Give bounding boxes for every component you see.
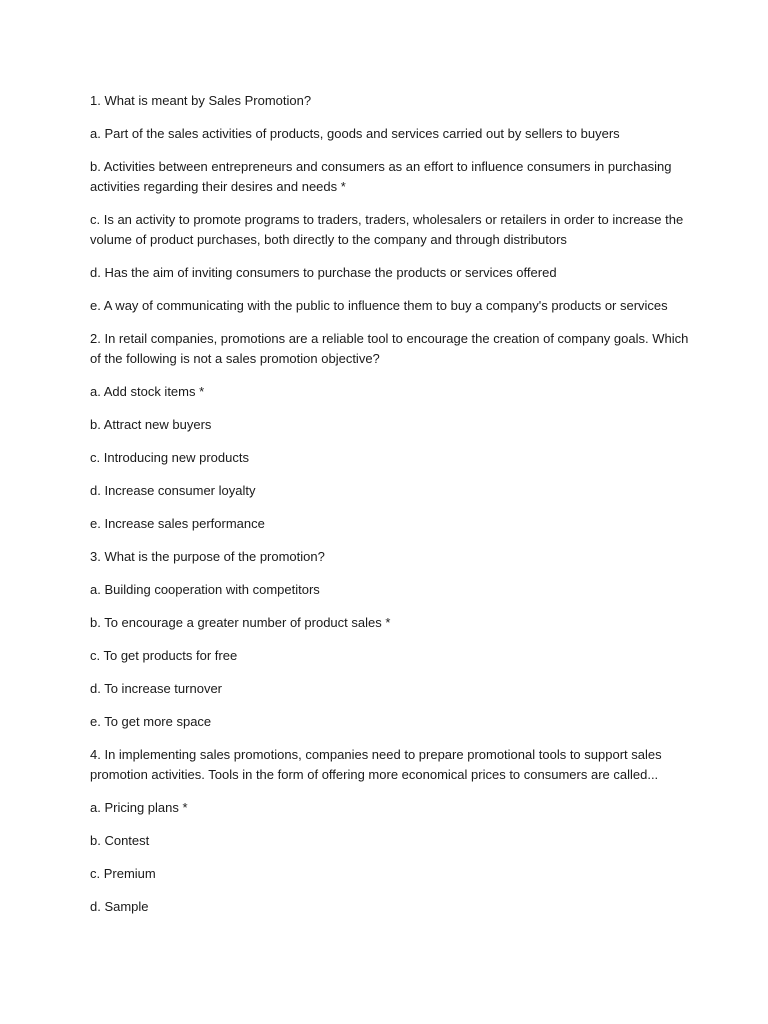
- document-page: [90, 91, 690, 930]
- answer-option: d. To increase turnover: [90, 681, 222, 696]
- answer-option: b. Attract new buyers: [90, 417, 212, 432]
- answer-option: c. To get products for free: [90, 648, 238, 663]
- answer-option: c. Is an activity to promote programs to traders, traders, wholesalers or retailers in order to increase the volume of product purchases, both directly to the company and through distributors: [90, 212, 684, 247]
- answer-option: a. Part of the sales activities of products, goods and services carried out by sellers to buyers: [90, 126, 620, 141]
- answer-option: c. Premium: [90, 866, 156, 881]
- answer-option: c. Introducing new products: [90, 450, 249, 465]
- answer-option: b. Contest: [90, 833, 150, 848]
- question-4: 4. In implementing sales promotions, companies need to prepare promotional tools to support sales promotion activities. Tools in the form of offering more economical prices to consumers are called...: [90, 747, 662, 782]
- answer-option: e. To get more space: [90, 714, 212, 729]
- answer-option: b. Activities between entrepreneurs and consumers as an effort to influence consumers in purchasing activities regarding their desires and needs *: [90, 159, 672, 194]
- answer-option: a. Building cooperation with competitors: [90, 582, 320, 597]
- answer-option: d. Has the aim of inviting consumers to purchase the products or services offered: [90, 265, 557, 280]
- answer-option: d. Increase consumer loyalty: [90, 483, 256, 498]
- question-3: 3. What is the purpose of the promotion?: [90, 549, 325, 564]
- answer-option: a. Pricing plans *: [90, 800, 188, 815]
- answer-option: e. Increase sales performance: [90, 516, 265, 531]
- question-1: 1. What is meant by Sales Promotion?: [90, 93, 312, 108]
- answer-option: b. To encourage a greater number of product sales *: [90, 615, 391, 630]
- answer-option: e. A way of communicating with the public to influence them to buy a company's products or services: [90, 298, 668, 313]
- question-2: 2. In retail companies, promotions are a reliable tool to encourage the creation of company goals. Which of the following is not a sales promotion objective?: [90, 331, 689, 366]
- answer-option: d. Sample: [90, 899, 149, 914]
- answer-option: a. Add stock items *: [90, 384, 205, 399]
